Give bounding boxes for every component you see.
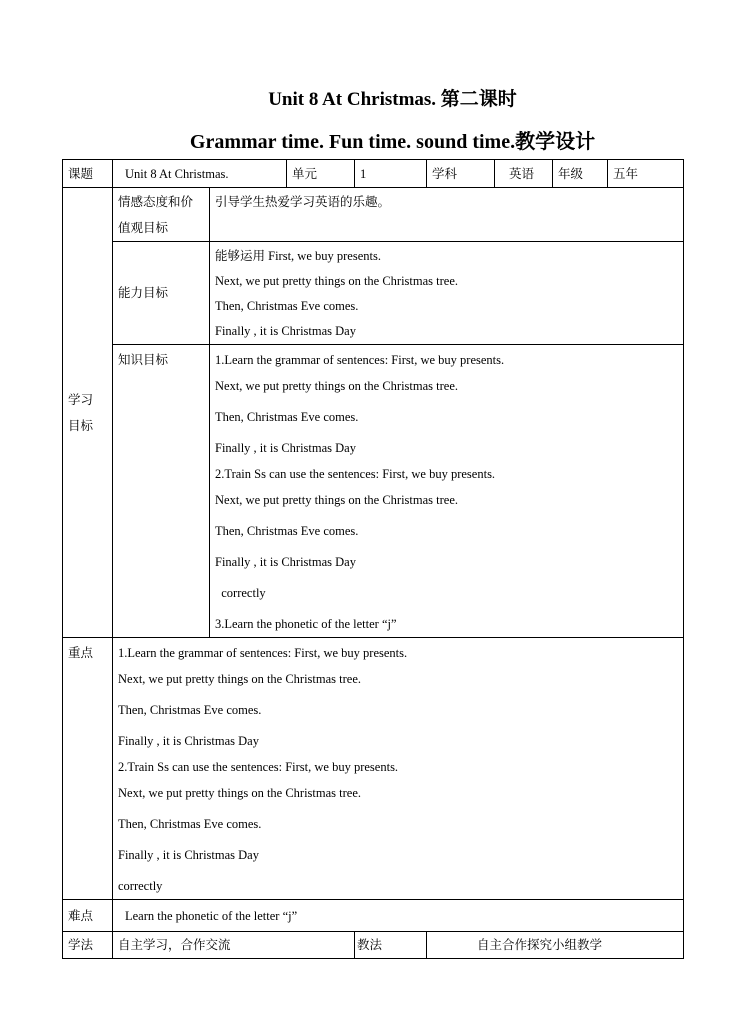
ability-content xyxy=(210,242,684,345)
knowledge-row xyxy=(63,345,684,638)
key-point-line: 2.Train Ss can use the sentences: First, we buy presents. xyxy=(118,760,399,774)
difficulty-text: Learn the phonetic of the letter “j” xyxy=(113,900,684,932)
knowledge-line: 3.Learn the phonetic of the letter “j” xyxy=(215,617,397,631)
objectives-label xyxy=(63,188,113,638)
knowledge-line: 2.Train Ss can use the sentences: First, we buy presents. xyxy=(215,467,496,481)
methods-row xyxy=(63,932,684,959)
key-point-line: 1.Learn the grammar of sentences: First, we buy presents. xyxy=(118,646,408,660)
ability-line: Finally , it is Christmas Day xyxy=(215,324,356,338)
unit-label: 单元 xyxy=(287,160,355,188)
emotion-label: 情感态度和价值观目标 xyxy=(113,188,210,242)
teach-method-label: 教法 xyxy=(355,932,427,959)
objectives-label-line1: 学习 xyxy=(68,391,94,407)
key-points-row xyxy=(63,638,684,900)
key-point-line: Finally , it is Christmas Day xyxy=(118,734,259,748)
objectives-label-line2: 目标 xyxy=(68,417,94,433)
ability-line: Next, we put pretty things on the Christmas tree. xyxy=(215,274,459,288)
difficulty-row xyxy=(63,900,684,932)
key-point-line: Next, we put pretty things on the Christmas tree. xyxy=(118,786,362,800)
knowledge-line: Then, Christmas Eve comes. xyxy=(215,410,359,424)
grade-label: 年级 xyxy=(553,160,608,188)
topic-value: Unit 8 At Christmas. xyxy=(113,160,287,188)
key-point-line: Next, we put pretty things on the Christmas tree. xyxy=(118,672,362,686)
ability-line: Then, Christmas Eve comes. xyxy=(215,299,359,313)
ability-line: 能够运用 First, we buy presents. xyxy=(215,249,381,263)
ability-row xyxy=(63,242,684,345)
knowledge-line: Finally , it is Christmas Day xyxy=(215,555,356,569)
knowledge-line: Next, we put pretty things on the Christmas tree. xyxy=(215,493,459,507)
key-points-label: 重点 xyxy=(63,638,113,900)
knowledge-line: Next, we put pretty things on the Christmas tree. xyxy=(215,379,459,393)
knowledge-content xyxy=(210,345,684,638)
grade-value: 五年 xyxy=(608,160,684,188)
knowledge-label: 知识目标 xyxy=(113,345,210,638)
topic-label: 课题 xyxy=(63,160,113,188)
knowledge-line: 1.Learn the grammar of sentences: First, we buy presents. xyxy=(215,353,505,367)
subject-value: 英语 xyxy=(495,160,553,188)
document-subtitle: Grammar time. Fun time. sound time.教学设计 xyxy=(189,131,596,153)
subject-label: 学科 xyxy=(427,160,495,188)
header-row xyxy=(63,160,684,188)
unit-value: 1 xyxy=(355,160,427,188)
knowledge-line: correctly xyxy=(215,586,266,600)
lesson-plan-table xyxy=(62,159,684,959)
difficulty-label: 难点 xyxy=(63,900,113,932)
emotion-text: 引导学生热爱学习英语的乐趣。 xyxy=(210,188,684,242)
key-point-line: Then, Christmas Eve comes. xyxy=(118,703,262,717)
knowledge-line: Finally , it is Christmas Day xyxy=(215,441,356,455)
document-title: Unit 8 At Christmas. 第二课时 xyxy=(268,89,517,110)
emotion-row xyxy=(63,188,684,242)
knowledge-line: Then, Christmas Eve comes. xyxy=(215,524,359,538)
ability-label: 能力目标 xyxy=(113,242,210,345)
teach-method-value: 自主合作探究小组教学 xyxy=(427,932,684,959)
key-point-line: Finally , it is Christmas Day xyxy=(118,848,259,862)
study-method-value: 自主学习，合作交流 xyxy=(113,932,355,959)
key-point-line: Then, Christmas Eve comes. xyxy=(118,817,262,831)
key-point-line: correctly xyxy=(118,879,163,893)
study-method-label: 学法 xyxy=(63,932,113,959)
key-points-content xyxy=(113,638,684,900)
